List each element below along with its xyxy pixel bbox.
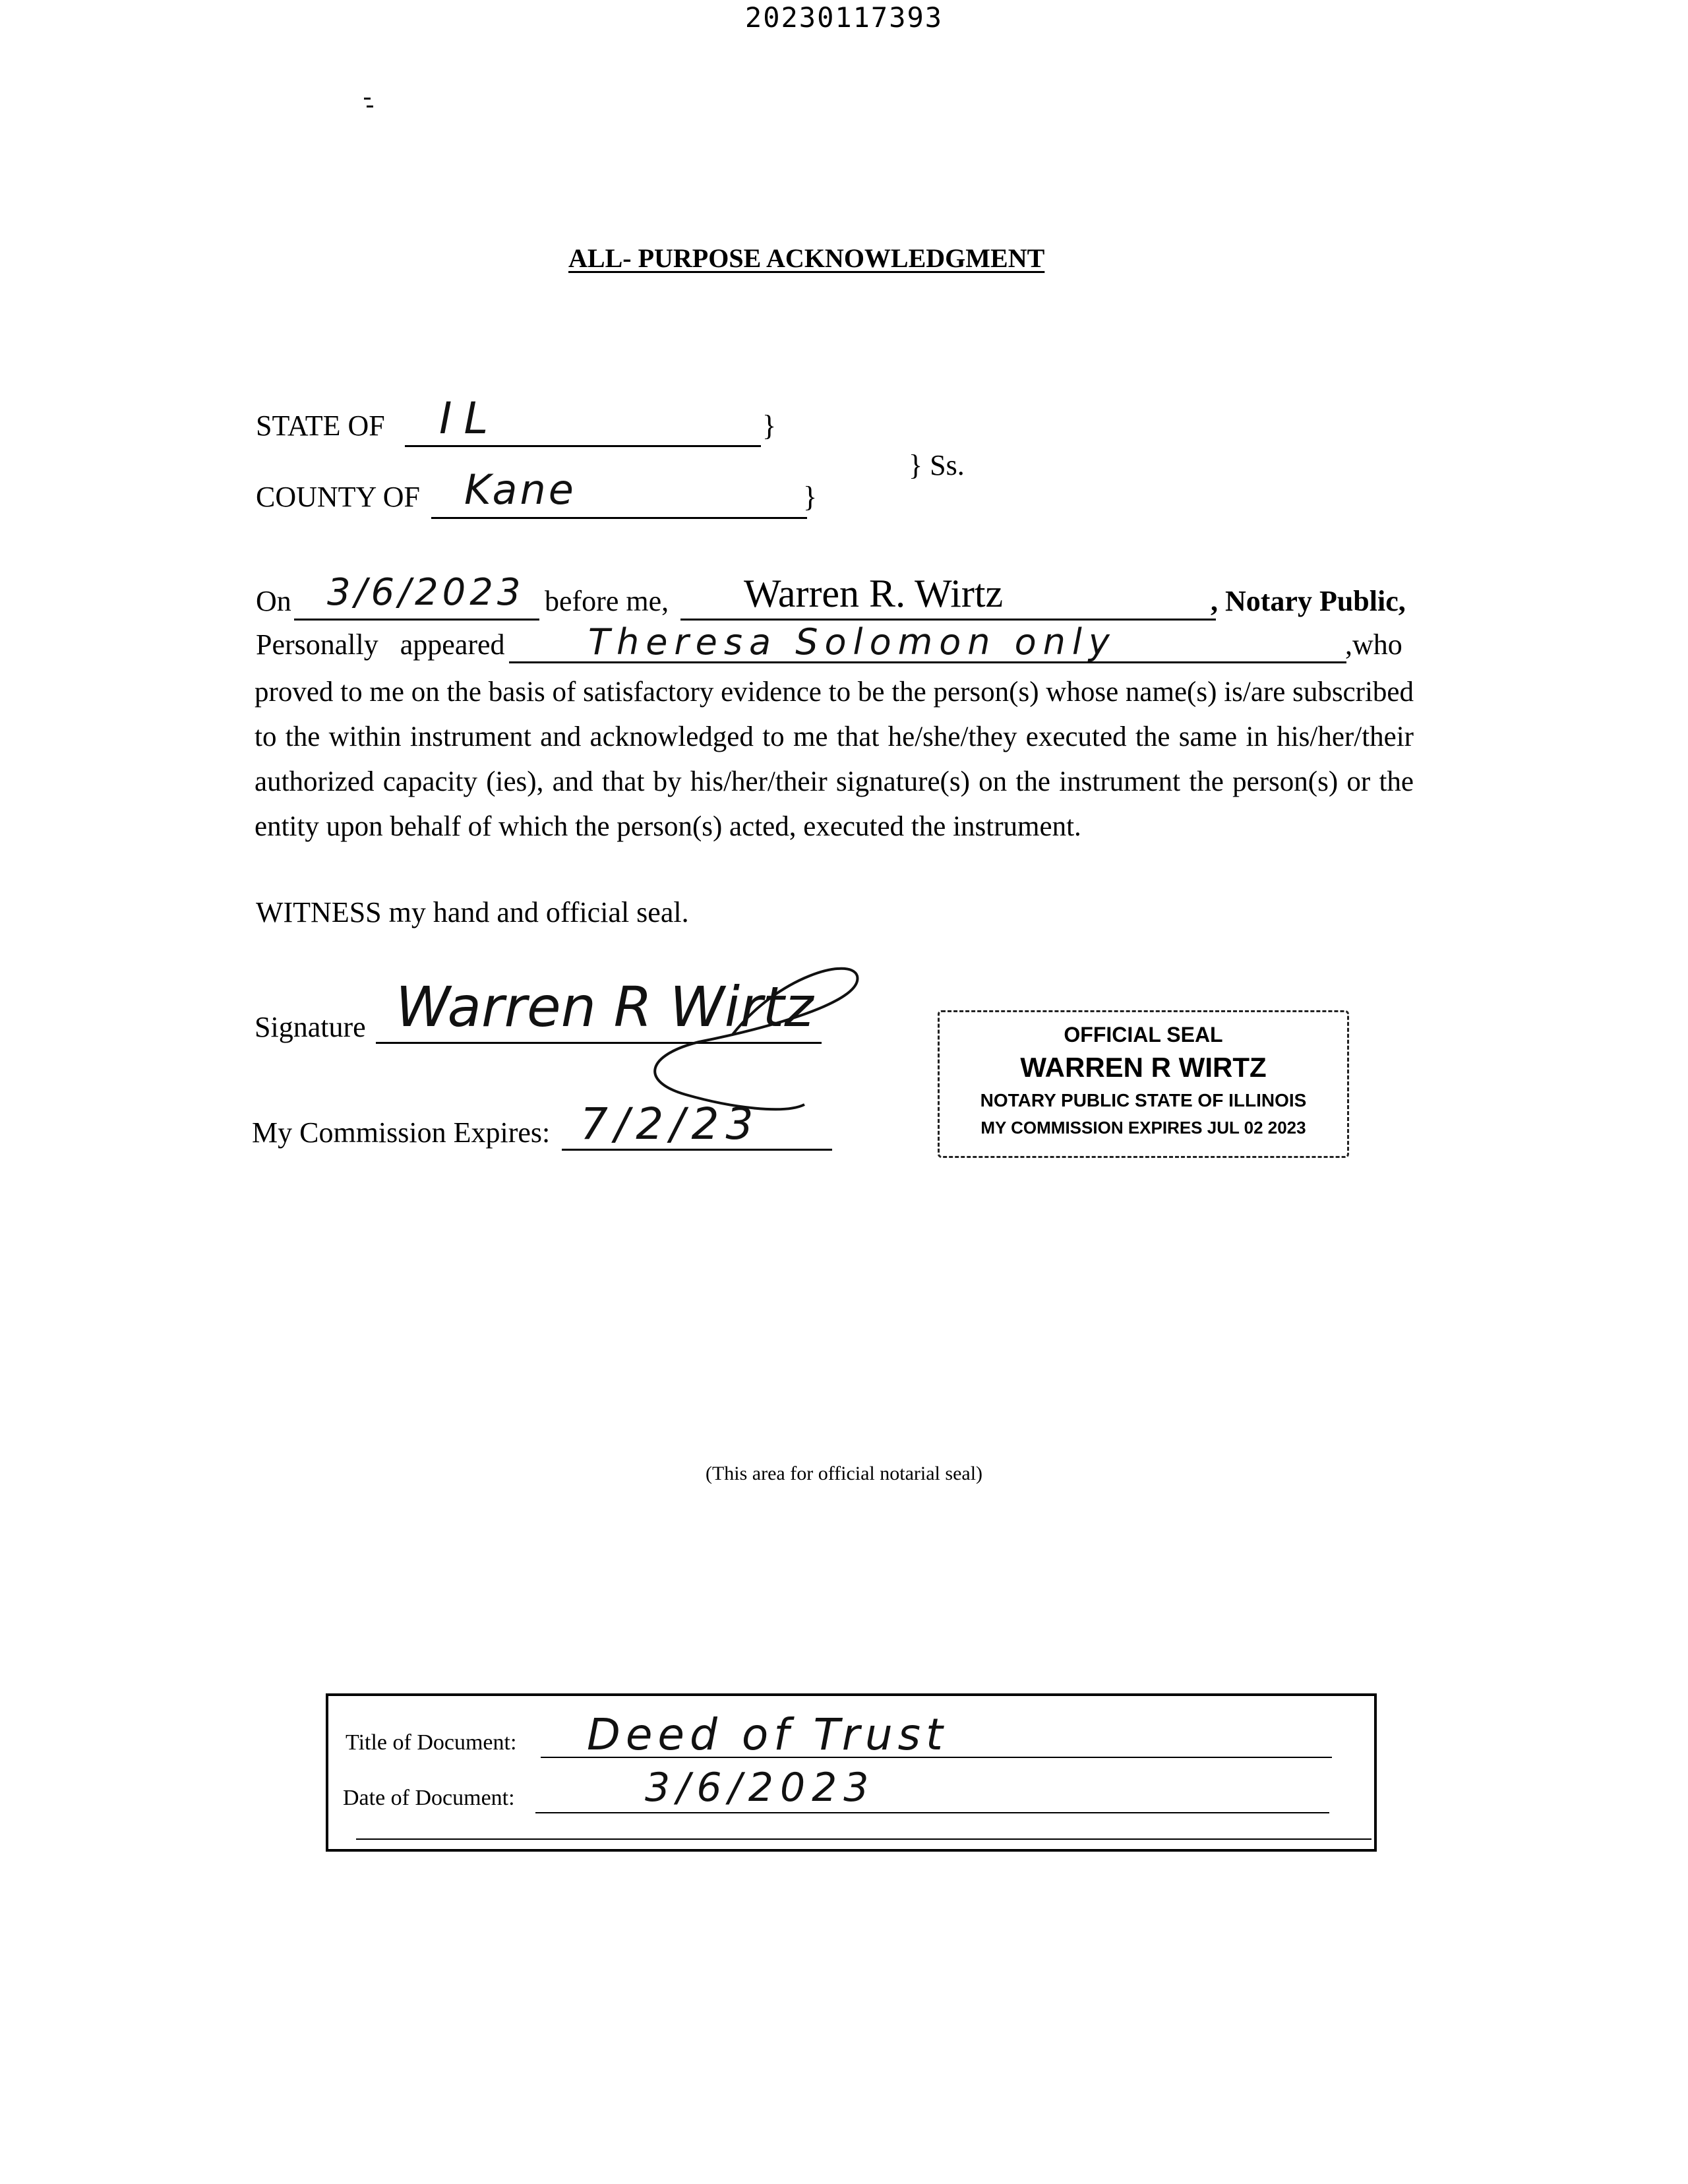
seal-line-3: NOTARY PUBLIC STATE OF ILLINOIS	[980, 1090, 1307, 1110]
page-title: ALL- PURPOSE ACKNOWLEDGMENT	[568, 243, 1045, 273]
doc-title-underline	[541, 1757, 1332, 1758]
county-brace: }	[803, 481, 818, 513]
witness-text: WITNESS my hand and official seal.	[256, 896, 689, 928]
county-label: COUNTY OF	[256, 481, 420, 513]
state-underline	[405, 445, 761, 447]
stray-mark	[364, 98, 371, 100]
document-number: 20230117393	[744, 1, 944, 34]
county-underline	[431, 517, 807, 519]
seal-line-2: WARREN R WIRTZ	[1020, 1052, 1267, 1083]
notary-underline	[680, 619, 1216, 621]
doc-title-value: Deed of Trust	[587, 1709, 948, 1760]
signature-flourish	[633, 950, 870, 1121]
acknowledgment-body: proved to me on the basis of satisfactory evidence to be the person(s) whose name(s) is/are subscribed to the within instrument and acknowledged to me that he/she/they executed the same in his/her/their authorized capacity (ies), and that by his/her/their signature(s) on the instrument the person(s) or the entity upon behalf of which the person(s) acted, executed the instrument.	[255, 677, 1414, 842]
official-seal-stamp	[938, 1010, 1349, 1158]
on-label: On	[256, 585, 291, 617]
commission-label: My Commission Expires:	[252, 1116, 551, 1149]
seal-line-1: OFFICIAL SEAL	[1064, 1023, 1223, 1046]
ss-label: } Ss.	[909, 449, 965, 481]
seal-area-note: (This area for official notarial seal)	[705, 1463, 983, 1484]
seal-line-4: MY COMMISSION EXPIRES JUL 02 2023	[980, 1118, 1306, 1138]
commission-underline	[562, 1149, 832, 1151]
signature-label: Signature	[255, 1011, 366, 1043]
notary-public-label: , Notary Public,	[1211, 585, 1406, 617]
state-brace: }	[762, 410, 777, 442]
signature-value: Warren R Wirtz	[396, 975, 814, 1039]
doc-date-value: 3/6/2023	[645, 1765, 876, 1811]
notary-name: Warren R. Wirtz	[744, 572, 1004, 615]
county-value: Kane	[464, 466, 576, 514]
state-value: IL	[439, 393, 500, 444]
state-label: STATE OF	[256, 410, 385, 442]
appeared-label: Personally appeared	[256, 628, 505, 661]
who-label: ,who	[1345, 628, 1402, 661]
doc-date-label: Date of Document:	[343, 1786, 515, 1810]
box-inner-rule	[356, 1838, 1372, 1840]
appeared-value: Theresa Solomon only	[588, 621, 1116, 663]
doc-title-label: Title of Document:	[346, 1730, 517, 1755]
commission-value: 7/2/23	[580, 1099, 760, 1149]
before-me-label: before me,	[545, 585, 669, 617]
doc-date-underline	[535, 1812, 1329, 1813]
appeared-underline	[509, 661, 1346, 663]
stray-mark	[367, 106, 373, 107]
date-underline	[294, 619, 539, 621]
acknowledgment-date: 3/6/2023	[327, 571, 525, 614]
